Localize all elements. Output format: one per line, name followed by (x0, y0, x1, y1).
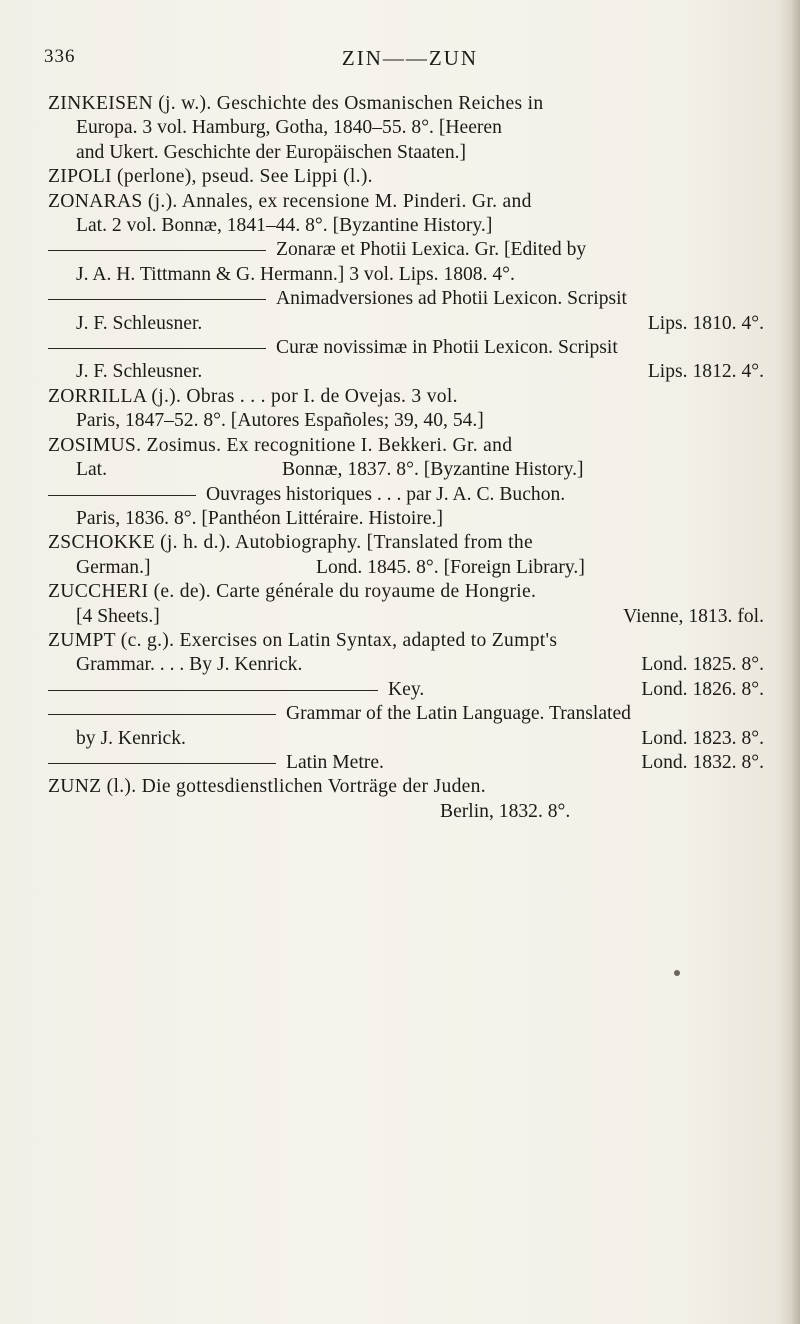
entry-line (48, 458, 764, 482)
imprint: Lond. 1825. 8°. (641, 654, 764, 676)
entry-line (48, 312, 764, 336)
entry-subline (48, 238, 764, 262)
entry-line: and Ukert. Geschichte der Europäischen Staaten.] (76, 141, 467, 163)
entry-line: Lat. 2 vol. Bonnæ, 1841–44. 8°. [Byzantine History.] (76, 215, 493, 237)
entry-line (48, 727, 764, 751)
entry-zonaras (48, 190, 764, 385)
entry-line: Animadversiones ad Photii Lexicon. Scripsit (276, 288, 628, 310)
ink-speck (674, 970, 680, 976)
entry-line (48, 556, 764, 580)
entry-line: J. A. H. Tittmann & G. Hermann.] 3 vol. Lips. 1808. 4°. (76, 263, 515, 285)
imprint: Lond. 1823. 8°. (641, 727, 764, 749)
entry-zuccheri (48, 580, 764, 629)
imprint: Lond. 1832. 8°. (641, 751, 764, 773)
entry-line: ZUNZ (l.). Die gottesdienstlichen Vorträge der Juden. (48, 776, 486, 798)
imprint: Lips. 1812. 4°. (647, 361, 764, 383)
ditto-rule (48, 763, 276, 764)
entry-line-left: by J. Kenrick. (76, 727, 186, 749)
entry-line: ZIPOLI (perlone), pseud. See Lippi (l.). (48, 166, 373, 188)
entry-line: Berlin, 1832. 8°. (440, 800, 571, 822)
entry-line-left: J. F. Schleusner. (76, 312, 203, 334)
entry-line-left: Lat. (76, 459, 108, 481)
entry-line: Paris, 1836. 8°. [Panthéon Littéraire. Histoire.] (76, 507, 443, 529)
entry-subline (48, 483, 764, 507)
entry-zosimus (48, 434, 764, 532)
entry-line: ZINKEISEN (j. w.). Geschichte des Osmanischen Reiches in (48, 93, 544, 114)
entry-zipoli (48, 165, 764, 189)
entry-subline (48, 678, 764, 702)
entry-line: Paris, 1847–52. 8°. [Autores Españoles; 39, 40, 54.] (76, 410, 484, 432)
entry-line: ZSCHOKKE (j. h. d.). Autobiography. [Translated from the (48, 532, 534, 554)
ditto-rule (48, 714, 276, 715)
entry-zumpt (48, 629, 764, 775)
entry-zorrilla (48, 385, 764, 434)
entry-line-left: Grammar. . . . By J. Kenrick. (76, 654, 303, 676)
imprint: Lond. 1845. 8°. [Foreign Library.] (316, 556, 585, 578)
entry-line: ZORRILLA (j.). Obras . . . por I. de Ovejas. 3 vol. (48, 385, 458, 407)
entry-line: ZUCCHERI (e. de). Carte générale du royaume de Hongrie. (48, 581, 537, 603)
ditto-rule (48, 250, 266, 251)
catalogue-entries (48, 92, 764, 824)
entry-line: Curæ novissimæ in Photii Lexicon. Scripsit (276, 337, 618, 359)
imprint: Lips. 1810. 4°. (647, 312, 764, 334)
entry-line: Grammar of the Latin Language. Translated (286, 703, 631, 725)
imprint: Bonnæ, 1837. 8°. [Byzantine History.] (282, 459, 584, 481)
entry-line (48, 605, 764, 629)
entry-zschokke (48, 531, 764, 580)
entry-zunz (48, 775, 764, 824)
running-title: ZIN——ZUN (341, 46, 479, 70)
entry-line: Ouvrages historiques . . . par J. A. C. Buchon. (206, 483, 566, 505)
entry-line (48, 653, 764, 677)
ditto-rule (48, 299, 266, 300)
entry-line: ZONARAS (j.). Annales, ex recensione M. Pinderi. Gr. and (48, 190, 532, 212)
entry-subline (48, 702, 764, 726)
ditto-rule (48, 495, 196, 496)
entry-line: ZOSIMUS. Zosimus. Ex recognitione I. Bekkeri. Gr. and (48, 434, 513, 456)
entry-subline (48, 287, 764, 311)
page-number: 336 (44, 46, 76, 67)
page-edge-shadow (778, 0, 800, 1324)
entry-line: Europa. 3 vol. Hamburg, Gotha, 1840–55. 8°. [Heeren (76, 117, 502, 139)
entry-line-left: Latin Metre. (286, 751, 384, 773)
entry-line (48, 360, 764, 384)
entry-line: Zonaræ et Photii Lexica. Gr. [Edited by (276, 239, 587, 261)
entry-subline (48, 751, 764, 775)
entry-line-left: J. F. Schleusner. (76, 361, 203, 383)
entry-line-left: Key. (388, 678, 425, 700)
entry-zinkeisen (48, 92, 764, 165)
ditto-rule (48, 690, 378, 691)
entry-line: ZUMPT (c. g.). Exercises on Latin Syntax, adapted to Zumpt's (48, 629, 558, 651)
entry-line-left: [4 Sheets.] (76, 605, 160, 627)
imprint: Vienne, 1813. fol. (623, 605, 764, 627)
entry-subline (48, 336, 764, 360)
ditto-rule (48, 348, 266, 349)
entry-line-left: German.] (76, 556, 151, 578)
imprint: Lond. 1826. 8°. (641, 678, 764, 700)
